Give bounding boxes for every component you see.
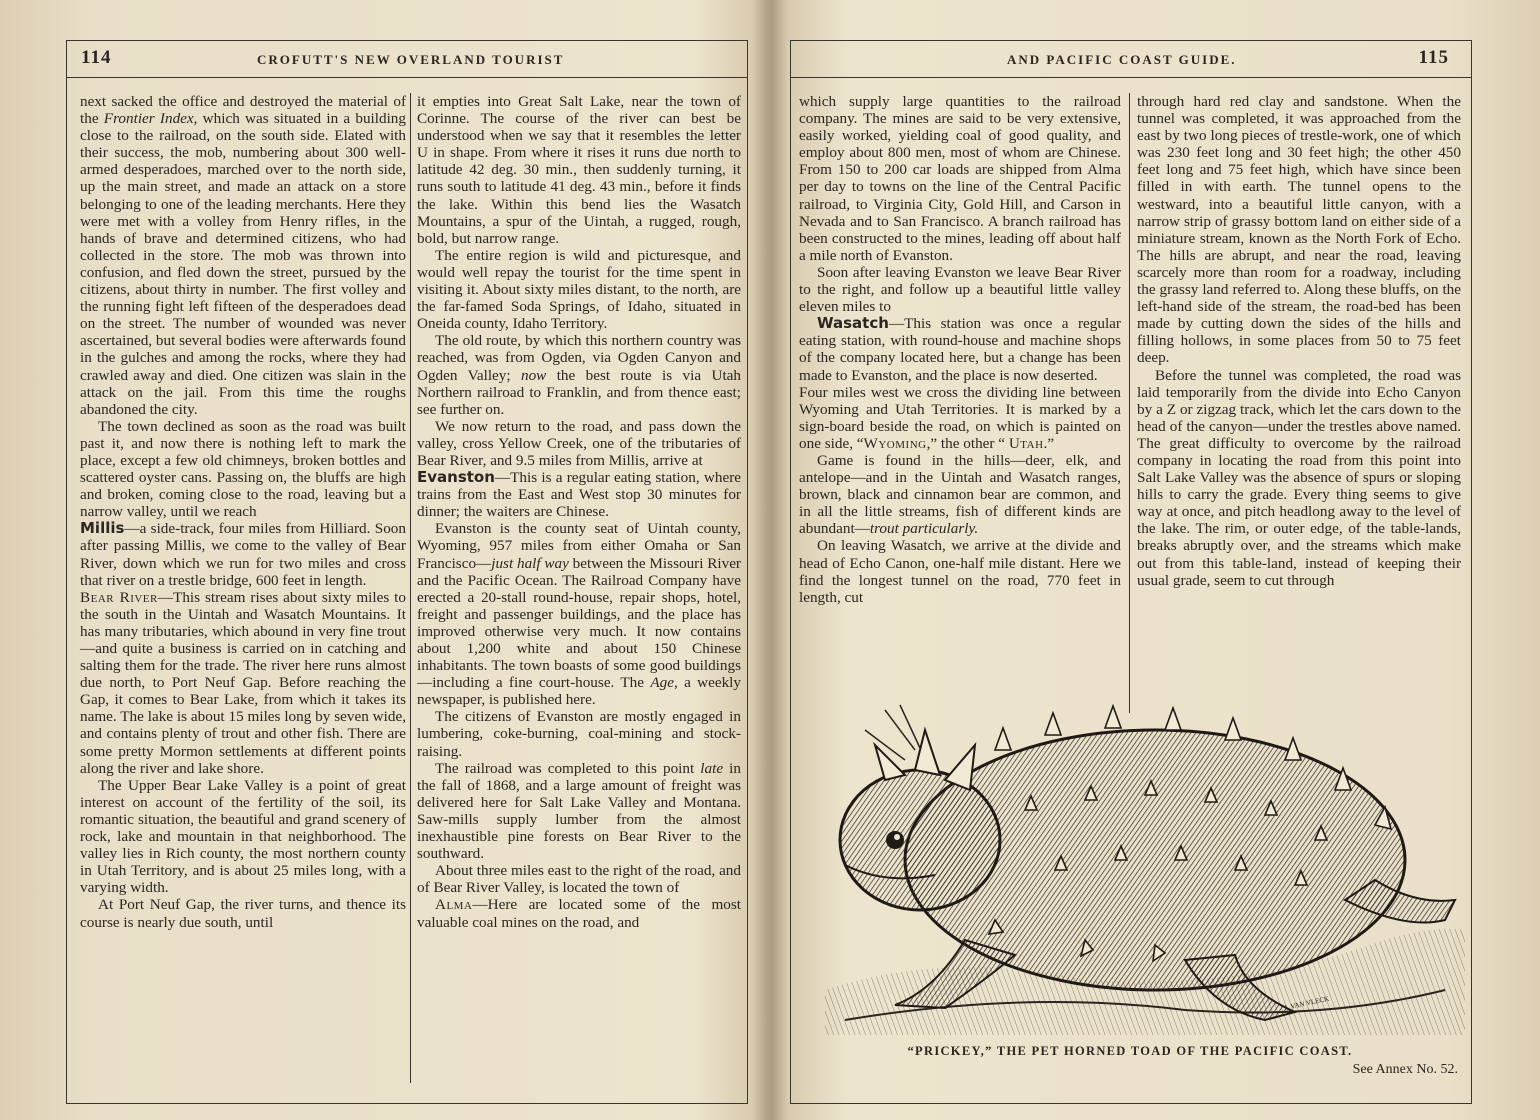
- styled-text: Utah: [1008, 434, 1044, 452]
- engraver-signature: J. VAN VLECK: [1283, 994, 1330, 1012]
- text-run: The entire region is wild and picturesque, and would well repay the tourist for the time spent in visiting it. About sixty miles distant, to the north, are the far-famed Soda Springs, of Idaho, situated in Oneida county, Idaho Territory.: [417, 246, 741, 333]
- text-run: The railroad was completed to this point: [435, 759, 701, 777]
- paragraph: [80, 589, 406, 777]
- paragraph: [80, 777, 406, 897]
- styled-text: late: [700, 759, 724, 777]
- paragraph: [799, 452, 1121, 537]
- text-run: At Port Neuf Gap, the river turns, and thence its course is nearly due south, until: [80, 896, 406, 931]
- column-divider: [410, 93, 411, 1083]
- text-run: in the fall of 1868, and a large amount of freight was delivered here for Salt Lake Valley and Montana. Saw-mills supply lumber from the almost inexhaustible pine forests on Bear River to the southward.: [417, 759, 741, 863]
- paragraph: [417, 760, 741, 863]
- paragraph: [417, 896, 741, 930]
- book-gutter: [752, 0, 788, 1120]
- paragraph: [799, 537, 1121, 605]
- illustration-caption: “PRICKEY,” THE PET HORNED TOAD OF THE PACIFIC COAST.: [907, 1044, 1353, 1058]
- paragraph: [80, 93, 406, 418]
- text-run: the best route is via Utah Northern railroad to Franklin, and from thence east; see further on.: [417, 366, 741, 418]
- paragraph: [1137, 367, 1461, 589]
- left-page-column-1: [80, 93, 406, 931]
- paragraph: [417, 332, 741, 417]
- text-run: The town declined as soon as the road was built past it, and now there is nothing left to mark the place, except a few old chimneys, broken bottles and scattered oyster cans. Passing on, the bluffs are high and broken, coming close to the road, leaving but a narrow valley, until we reach: [80, 417, 406, 521]
- text-run: it empties into Great Salt Lake, near the town of Corinne. The course of the river can best be understood when we say that it resembles the letter U in shape. From where it rises it runs due north to latitude 42 deg. 30 min., then suddenly turning, it runs south to latitude 41 deg. 43 min., before it finds the lake. Within this bend lies the Wasatch Mountains, a spur of the Uintah, a rugged, rough, bold, but narrow range.: [417, 93, 741, 247]
- text-run: Before the tunnel was completed, the road was laid temporarily from the divide into Echo Canyon by a Z or zigzag track, which let the cars down to the head of the canyon—under the trestles above named. The great difficulty to overcome by the railroad company in locating the road from this point into Salt Lake Valley was the absence of spurs or sloping hills to carry the grade. Every thing seems to give way at once, and pitch headlong away to the level of the lake. The rim, or outer edge, of the table-lands, breaks abruptly over, and the streams which make out from this table-land, instead of keeping their usual grade, seem to cut through: [1137, 366, 1461, 589]
- text-run: Evanston is the county seat of Uintah county, Wyoming, 957 miles from either Omaha or San Francisco—: [417, 520, 741, 572]
- text-run: ,” the other “: [926, 434, 1009, 452]
- text-run: through hard red clay and sandstone. When the tunnel was completed, it was approached from the east by two long pieces of trestle-work, one of which was 230 feet long and 30 feet high; the other 450 feet long and 75 feet high, which have since been filled in with earth. The tunnel opens to the westward, into a beautiful little canyon, with a narrow strip of grassy bottom land on either side of a miniature stream, known as the North Fork of Echo. The hills are abrupt, and near the road, leaving scarcely more than room for a roadway, including the grassy land referred to. Along these bluffs, on the left-hand side of the stream, the road-bed has been made by cutting down the sides of the hills and filling hollows, in some places from 50 to 75 feet deep.: [1137, 93, 1461, 367]
- paragraph: [417, 862, 741, 896]
- paragraph: [417, 93, 741, 247]
- right-page-header: [791, 41, 1471, 78]
- styled-text: now: [520, 366, 547, 384]
- text-run: , which was situated in a building close to the railroad, on the south side. Elated with their success, the mob, numbering about 300 well-armed desperadoes, marched over to the north side, up the main street, and made an attack on a store belonging to one of the leading merchants. Here they were met with a volley from Henry rifles, in the hands of brave and determined citizens, who had collected in the store. The mob was thrown into confusion, and fled down the street, pursued by the citizens, about thirty in number. The first volley and the running fight left fifteen of the desperadoes dead on the street. The number of wounded was never ascertained, but several bodies were afterwards found in the gulches and among the rocks, where they had crawled away and died. One citizen was slain in the attack on the jail. From this time the roughs abandoned the city.: [80, 110, 406, 418]
- paragraph: [417, 708, 741, 759]
- right-running-head: AND PACIFIC COAST GUIDE.: [1007, 52, 1237, 67]
- paragraph: [417, 520, 741, 708]
- styled-text: Wyoming: [863, 434, 927, 452]
- paragraph: [799, 264, 1121, 315]
- right-page-number: 115: [1418, 47, 1449, 68]
- horned-toad-engraving-icon: [825, 690, 1465, 1035]
- right-page-column-1: [799, 93, 1121, 606]
- paragraph: [1137, 93, 1461, 367]
- text-run: Four miles west we cross the dividing line between Wyoming and Utah Territories. It is marked by a sign-board beside the road, on which is painted on one side, “: [799, 383, 1121, 452]
- text-run: —This is a regular eating station, where trains from the East and West stop 30 minutes for dinner; the waiters are Chinese.: [417, 469, 741, 521]
- text-run: —This stream rises about sixty miles to the south in the Uintah and Wasatch Mountains. It has many tributaries, which abound in very fine trout—and quite a business is carried on in catching and salting them for the trade. The river here runs almost due north, to Port Neuf Gap. Before reaching the Gap, it comes to Bear Lake, from which it takes its name. The lake is about 15 miles long by seven wide, and contains plenty of trout and other fish. There are some pretty Mormon settlements at different points along the river and lake shore.: [80, 588, 406, 777]
- text-run: which supply large quantities to the railroad company. The mines are said to be very extensive, easily worked, yielding coal of good quality, and employ about 800 men, most of whom are Chinese. From 150 to 200 car loads are shipped from Alma per day to towns on the line of the Central Pacific railroad, to Virginia City, Gold Hill, and Carson in Nevada and to San Francisco. A branch railroad has been constructed to the mines, leading off about half a mile north of Evanston.: [799, 93, 1121, 264]
- text-run: —a side-track, four miles from Hilliard. Soon after passing Millis, we come to the valley of Bear River, down which we run for two miles and cross that river on a trestle bridge, 600 feet in length.: [80, 520, 406, 589]
- text-run: Soon after leaving Evanston we leave Bear River to the right, and follow up a beautiful little valley eleven miles to: [799, 263, 1121, 316]
- paragraph: [80, 520, 406, 588]
- annex-note: See Annex No. 52.: [1352, 1062, 1458, 1077]
- styled-text: Bear River: [80, 588, 158, 606]
- text-run: between the Missouri River and the Pacific Ocean. The Railroad Company have erected a 20-stall round-house, repair shops, hotel, freight and passenger buildings, and the place has improved otherwise very much. It now contains about 1,200 white and about 150 Chinese inhabitants. The town boasts of some good buildings—including a fine court-house. The: [417, 554, 741, 692]
- place-name-heading: Wasatch: [817, 314, 889, 333]
- column-divider: [1129, 93, 1130, 713]
- text-run: next sacked the office and destroyed the material of the: [80, 93, 406, 128]
- left-page: [66, 40, 748, 1104]
- paragraph: [799, 93, 1121, 264]
- text-run: .”: [1043, 434, 1055, 452]
- paragraph: [80, 418, 406, 521]
- left-page-header: [67, 41, 747, 78]
- text-run: On leaving Wasatch, we arrive at the divide and head of Echo Canon, one-half mile distant. Here we find the longest tunnel on the road, 770 feet in length, cut: [799, 537, 1121, 606]
- text-run: , a weekly newspaper, is published here.: [417, 674, 741, 709]
- styled-text: Frontier Index: [103, 110, 194, 128]
- place-name-heading: Millis: [80, 519, 125, 538]
- paragraph: [799, 315, 1121, 383]
- right-page-column-2: [1137, 93, 1461, 589]
- text-run: The citizens of Evanston are mostly engaged in lumbering, coke-burning, coal-mining and stock-raising.: [417, 708, 741, 760]
- text-run: —Here are located some of the most valuable coal mines on the road, and: [417, 896, 741, 931]
- text-run: About three miles east to the right of the road, and of Bear River Valley, is located the town of: [417, 862, 741, 897]
- place-name-heading: Evanston: [417, 468, 495, 487]
- text-run: We now return to the road, and pass down the valley, cross Yellow Creek, one of the tributaries of Bear River, and 9.5 miles from Millis, arrive at: [417, 417, 741, 469]
- left-page-number: 114: [81, 47, 112, 68]
- text-run: Game is found in the hills—deer, elk, and antelope—and in the Uintah and Wasatch ranges, brown, black and cinnamon bear are common, and in all the little streams, fish of different kinds are abundant—: [799, 451, 1121, 538]
- text-run: The old route, by which this northern country was reached, was from Ogden, via Ogden Canyon and Ogden Valley;: [417, 332, 741, 384]
- text-run: —This station was once a regular eating station, with round-house and machine shops of the company located here, but a change has been made to Evanston, and the place is now deserted.: [799, 315, 1121, 384]
- paragraph: [799, 384, 1121, 452]
- styled-text: Age: [650, 674, 674, 692]
- paragraph: [417, 469, 741, 520]
- paragraph: [417, 247, 741, 332]
- styled-text: trout particularly.: [869, 520, 979, 538]
- paragraph: [80, 896, 406, 930]
- left-running-head: CROFUTT'S NEW OVERLAND TOURIST: [257, 52, 565, 67]
- paragraph: [417, 418, 741, 469]
- styled-text: Alma: [435, 896, 473, 914]
- text-run: The Upper Bear Lake Valley is a point of great interest on account of the fertility of the soil, its romantic situation, the beautiful and grand scenery of rock, lake and mountain in that neighborhood. The valley lies in Rich county, the most northern county in Utah Territory, and is about 25 miles long, with a varying width.: [80, 776, 406, 897]
- styled-text: just half way: [491, 554, 569, 572]
- left-page-column-2: [417, 93, 741, 931]
